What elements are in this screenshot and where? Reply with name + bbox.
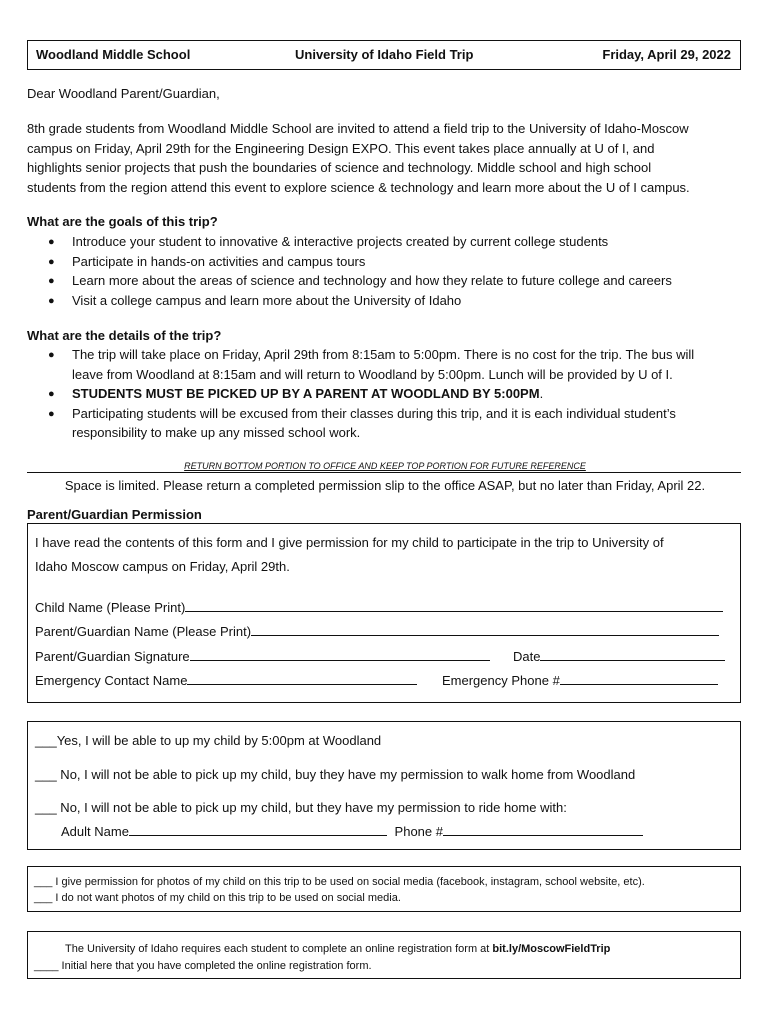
trip-date: Friday, April 29, 2022 [602, 47, 731, 62]
list-item: Learn more about the areas of science and technology and how they relate to future college and careers [72, 273, 672, 288]
pickup-ride-option[interactable]: ___ No, I will not be able to pick up my child, but they have my permission to ride home with: [35, 800, 567, 815]
emergency-contact-field[interactable] [187, 672, 417, 685]
date-field[interactable] [540, 648, 725, 661]
registration-initial-option[interactable]: ____ Initial here that you have completed the online registration form. [34, 960, 372, 972]
goals-heading: What are the goals of this trip? [27, 214, 218, 229]
intro-line: students from the region attend this event to explore science & technology and learn more about the U of I campus. [27, 179, 690, 195]
registration-box [27, 931, 741, 979]
list-item-continuation: responsibility to make up any missed school work. [72, 425, 361, 440]
registration-link[interactable]: bit.ly/MoscowFieldTrip [492, 943, 611, 955]
intro-line: campus on Friday, April 29th for the Engineering Design EXPO. This event takes place annually at U of I, and [27, 140, 655, 156]
adult-name-field[interactable] [129, 823, 387, 836]
photo-allow-option[interactable]: ___ I give permission for photos of my child on this trip to be used on social media (facebook, instagram, school website, etc). [34, 876, 645, 888]
bullet-icon: ● [48, 275, 55, 287]
intro-line: 8th grade students from Woodland Middle School are invited to attend a field trip to the University of Idaho-Moscow [27, 121, 689, 136]
child-name-label: Child Name (Please Print) [35, 600, 186, 615]
registration-text: The University of Idaho requires each student to complete an online registration form at [65, 943, 493, 955]
signature-row [35, 647, 490, 667]
pickup-warning: STUDENTS MUST BE PICKED UP BY A PARENT AT WOODLAND BY 5:00PM [72, 386, 540, 401]
registration-requirement [65, 941, 610, 957]
pickup-warning-end: . [539, 386, 544, 401]
pickup-walk-option[interactable]: ___ No, I will not be able to pick up my child, buy they have my permission to walk home from Woodland [35, 767, 636, 782]
goals-list [0, 232, 770, 312]
bullet-icon: ● [48, 294, 55, 307]
list-item: Visit a college campus and learn more about the University of Idaho [72, 292, 462, 308]
list-item: Participating students will be excused from their classes during this trip, and it is each individual student’s [72, 405, 676, 421]
signature-label: Parent/Guardian Signature [35, 649, 190, 664]
photo-permission-box [27, 866, 741, 912]
pickup-box [27, 721, 741, 850]
bullet-icon: ● [48, 236, 55, 248]
emergency-phone-row [442, 671, 718, 691]
parent-name-label: Parent/Guardian Name (Please Print) [35, 624, 252, 639]
emergency-phone-label: Emergency Phone # [442, 673, 560, 688]
details-list [0, 345, 770, 445]
date-row [513, 647, 725, 667]
list-item: The trip will take place on Friday, April 29th from 8:15am to 5:00pm. There is no cost for the trip. The bus will [72, 347, 695, 362]
details-heading: What are the details of the trip? [27, 328, 222, 343]
header-bar [27, 40, 741, 70]
trip-title: University of Idaho Field Trip [295, 47, 474, 62]
emergency-contact-row [35, 671, 417, 691]
emergency-contact-label: Emergency Contact Name [35, 673, 188, 688]
adult-phone-field[interactable] [443, 823, 643, 836]
permission-statement: I have read the contents of this form and I give permission for my child to participate in the trip to University of [35, 535, 664, 550]
permission-statement: Idaho Moscow campus on Friday, April 29th. [35, 559, 290, 574]
emergency-phone-field[interactable] [560, 672, 718, 685]
school-name: Woodland Middle School [36, 47, 191, 62]
adult-name-label: Adult Name [61, 824, 129, 839]
date-label: Date [513, 649, 541, 664]
list-item: Introduce your student to innovative & interactive projects created by current college students [72, 234, 609, 249]
intro-line: highlights senior projects that push the boundaries of science and technology. Middle school and high school [27, 160, 652, 175]
bullet-icon: ● [48, 255, 55, 268]
parent-name-row [35, 622, 719, 642]
child-name-field[interactable] [185, 599, 723, 612]
pickup-yes-option[interactable]: ___Yes, I will be able to up my child by 5:00pm at Woodland [35, 733, 382, 748]
adult-name-row [61, 822, 643, 842]
photo-deny-option[interactable]: ___ I do not want photos of my child on this trip to be used on social media. [34, 892, 401, 904]
list-item-continuation: leave from Woodland at 8:15am and will return to Woodland by 5:00pm. Lunch will be provided by U of I. [72, 366, 673, 382]
space-limited-note: Space is limited. Please return a completed permission slip to the office ASAP, but no later than Friday, April 22. [64, 478, 706, 493]
cut-divider [27, 472, 741, 473]
permission-heading: Parent/Guardian Permission [27, 507, 202, 522]
permission-box [27, 523, 741, 703]
intro-paragraph [27, 119, 690, 197]
child-name-row [35, 598, 723, 618]
bullet-icon: ● [48, 388, 55, 400]
list-item: Participate in hands-on activities and campus tours [72, 253, 366, 269]
greeting: Dear Woodland Parent/Guardian, [27, 86, 220, 101]
list-item [72, 384, 543, 404]
bullet-icon: ● [48, 349, 55, 361]
return-instructions: RETURN BOTTOM PORTION TO OFFICE AND KEEP TOP PORTION FOR FUTURE REFERENCE [184, 461, 586, 471]
bullet-icon: ● [48, 407, 55, 420]
adult-phone-label: Phone # [394, 824, 443, 839]
signature-field[interactable] [190, 648, 490, 661]
parent-name-field[interactable] [251, 623, 719, 636]
